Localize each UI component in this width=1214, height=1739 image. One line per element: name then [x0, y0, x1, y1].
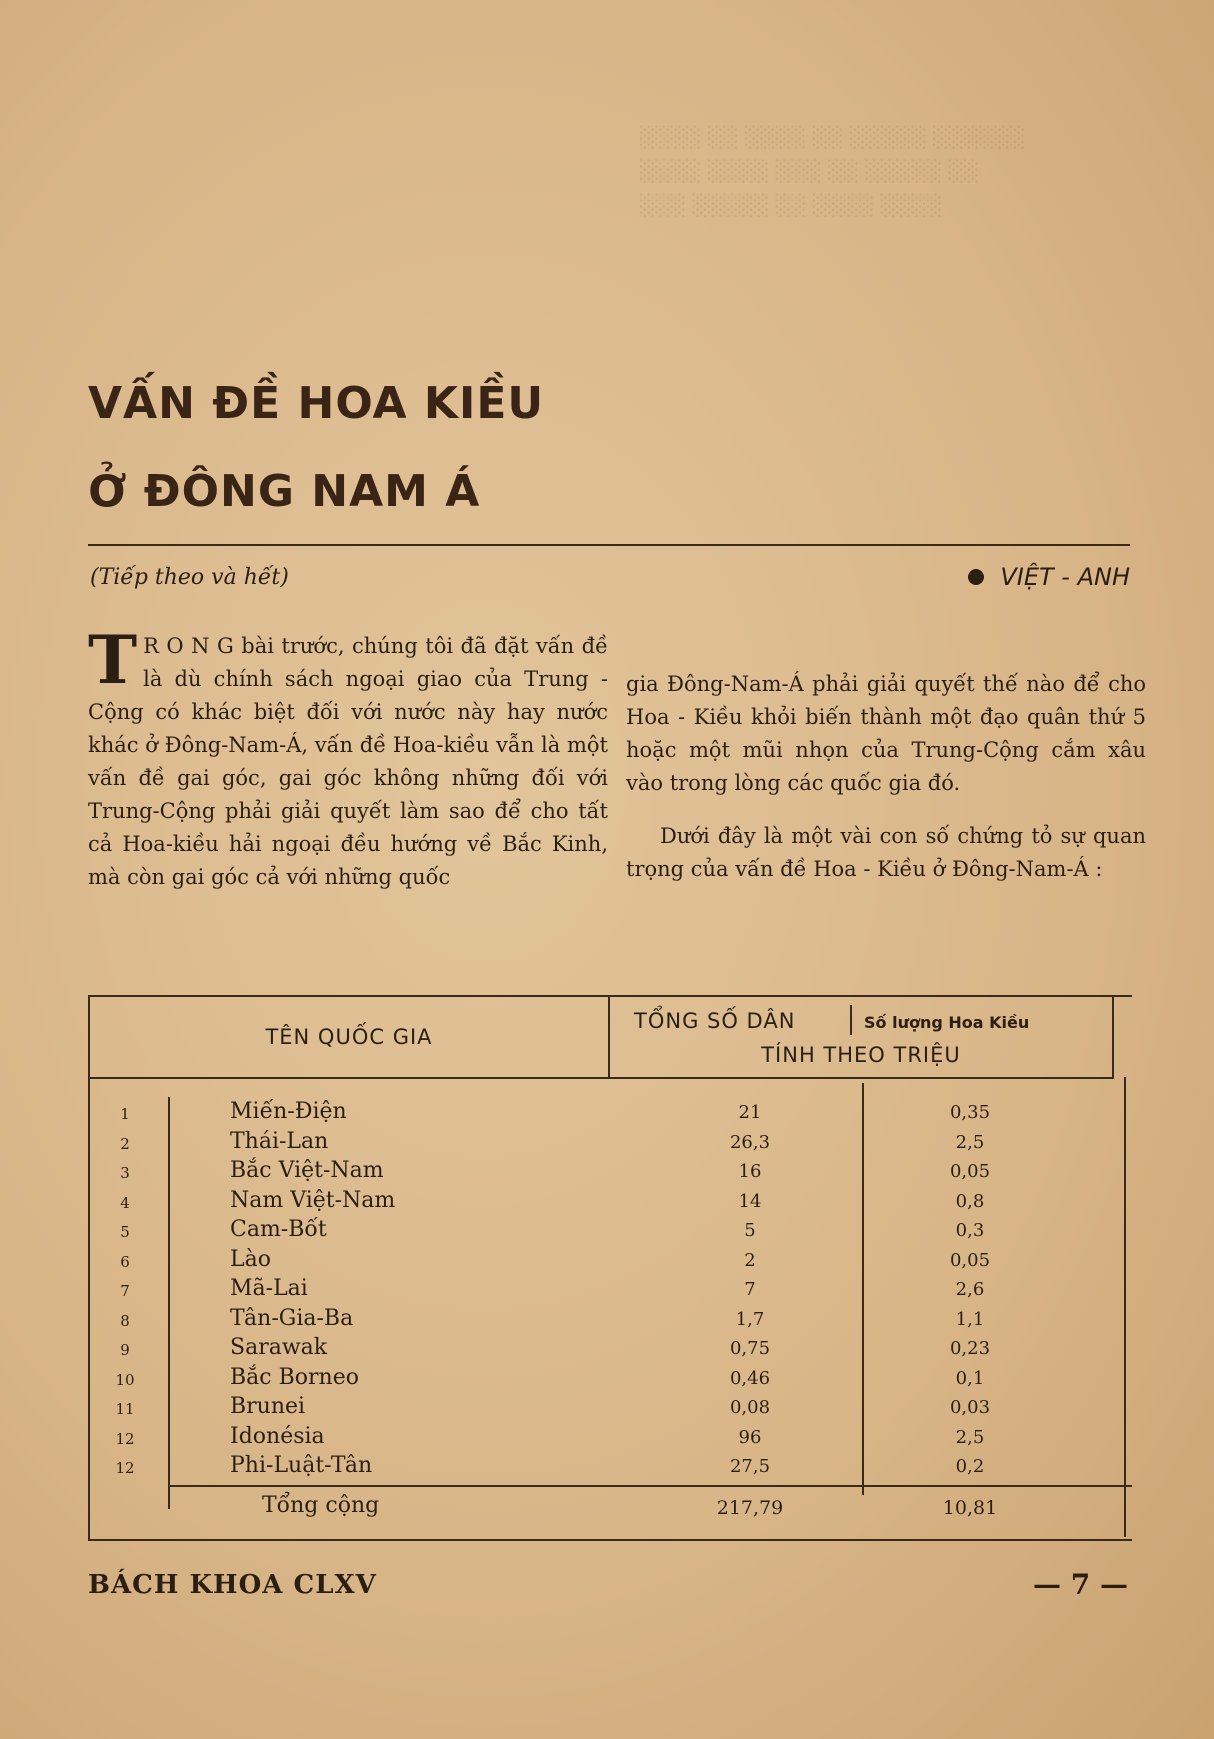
- bullet-icon: [968, 569, 984, 585]
- table-row: [90, 1247, 1132, 1277]
- overseas-chinese-value: 0,05: [949, 1249, 991, 1271]
- country-name: Nam Việt-Nam: [230, 1187, 396, 1213]
- paragraph-2: Dưới đây là một vài con số chứng tỏ sự quan trọng của vấn đề Hoa - Kiều ở Đông-Nam-Á :: [626, 824, 1146, 881]
- statistics-table: [88, 995, 1132, 1541]
- overseas-chinese-value: 0,23: [949, 1338, 991, 1359]
- row-number: 12: [115, 1459, 135, 1477]
- overseas-chinese-value: 2,6: [955, 1279, 985, 1300]
- table-row: [90, 1424, 1132, 1454]
- total-rule: [170, 1485, 1132, 1487]
- population-value: 0,08: [729, 1397, 771, 1418]
- country-name: Lào: [230, 1246, 271, 1272]
- table-body: [90, 1099, 1132, 1483]
- overseas-chinese-value: 1,1: [955, 1308, 985, 1330]
- country-name: Brunei: [230, 1394, 306, 1419]
- header-population: TỔNG SỐ DÂN: [634, 1009, 796, 1033]
- row-number: 3: [120, 1164, 130, 1182]
- population-value: 96: [738, 1426, 762, 1448]
- table-row: [90, 1453, 1132, 1483]
- paragraph-1-left: R O N G bài trước, chúng tôi đã đặt vấn đề là dù chính sách ngoại giao của Trung - Cộng có khác biệt đối với nước này hay nước khác ở Đông-Nam-Á, vấn đề Hoa-kiều vẫn là một vấn đề gai góc, gai góc không những đối với Trung-Cộng phải giải quyết làm sao để cho tất cả Hoa-kiều hải ngoại đều hướng về Bắc Kinh, mà còn gai góc cả với những quốc: [88, 634, 608, 889]
- drop-cap: T: [88, 621, 138, 699]
- country-name: Cam-Bốt: [230, 1217, 327, 1242]
- country-name: Idonésia: [230, 1423, 325, 1449]
- author-byline: [968, 563, 1130, 591]
- population-value: 5: [744, 1220, 756, 1241]
- overseas-chinese-value: 0,8: [955, 1190, 985, 1212]
- article-title: [88, 360, 544, 536]
- row-number: 12: [115, 1429, 135, 1448]
- population-value: 7: [744, 1279, 756, 1300]
- population-value: 14: [738, 1190, 762, 1212]
- magazine-name: BÁCH KHOA CLXV: [88, 1570, 377, 1600]
- row-number: 10: [115, 1370, 135, 1389]
- population-value: 1,7: [735, 1308, 765, 1330]
- total-population: 217,79: [716, 1497, 784, 1519]
- row-number: 1: [120, 1105, 130, 1123]
- country-name: Phi-Luật-Tân: [230, 1453, 373, 1478]
- bleed-through-text: ░░░░ ░░ ░░░░ ░░ ░░░░░ ░░░░░░ ░░░░ ░░░░ ░░░ ░░ ░░░░░ ░░ ░░░ ░░░░░ ░░ ░░░░ ░░░░: [640, 125, 1026, 217]
- country-name: Bắc Việt-Nam: [230, 1158, 384, 1183]
- paragraph-1-right: gia Đông-Nam-Á phải giải quyết thế nào để cho Hoa - Kiều khỏi biến thành một đạo quân thứ 5 hoặc một mũi nhọn của Trung-Cộng cắm xâu vào trong lòng các quốc gia đó.: [626, 672, 1146, 795]
- header-unit: TÍNH THEO TRIỆU: [761, 1043, 961, 1067]
- header-country: TÊN QUỐC GIA: [90, 997, 610, 1079]
- title-line-1: VẤN ĐỀ HOA KIỀU: [88, 378, 545, 429]
- header-overseas-chinese: Số lượng Hoa Kiều: [864, 1013, 1030, 1032]
- country-name: Thái-Lan: [230, 1128, 329, 1154]
- header-figures: [610, 997, 1114, 1079]
- population-value: 0,46: [729, 1367, 771, 1389]
- overseas-chinese-value: 2,5: [955, 1426, 985, 1448]
- country-name: Mã-Lai: [230, 1276, 308, 1301]
- country-name: Sarawak: [230, 1335, 328, 1360]
- total-label: Tổng cộng: [262, 1493, 380, 1518]
- row-number: 5: [120, 1223, 130, 1241]
- table-row: [90, 1217, 1132, 1247]
- row-number: 8: [120, 1311, 130, 1330]
- row-number: 7: [120, 1282, 130, 1300]
- column-left: [88, 621, 608, 894]
- author-name: VIỆT - ANH: [1000, 563, 1130, 591]
- country-name: Bắc Borneo: [230, 1364, 359, 1390]
- overseas-chinese-value: 2,5: [955, 1131, 985, 1153]
- row-number: 9: [120, 1341, 130, 1359]
- page-number: — 7 —: [1033, 1568, 1128, 1601]
- subtitle: (Tiếp theo và hết): [90, 565, 289, 590]
- total-overseas-chinese: 10,81: [942, 1497, 998, 1519]
- table-row: [90, 1365, 1132, 1395]
- overseas-chinese-value: 0,2: [955, 1456, 985, 1477]
- row-number: 6: [120, 1252, 130, 1271]
- header-rule: [88, 544, 1130, 546]
- overseas-chinese-value: 0,3: [955, 1220, 985, 1241]
- population-value: 27,5: [729, 1456, 771, 1477]
- table-row: [90, 1276, 1132, 1306]
- table-row: [90, 1158, 1132, 1188]
- row-number: 4: [120, 1193, 130, 1212]
- table-row: [90, 1306, 1132, 1336]
- overseas-chinese-value: 0,35: [949, 1102, 991, 1123]
- table-row: [90, 1335, 1132, 1365]
- table-row: [90, 1188, 1132, 1218]
- overseas-chinese-value: 0,1: [955, 1367, 985, 1389]
- population-value: 21: [738, 1102, 762, 1123]
- population-value: 26,3: [729, 1131, 771, 1153]
- table-row: [90, 1099, 1132, 1129]
- country-name: Miến-Điện: [230, 1099, 347, 1124]
- population-value: 2: [744, 1249, 756, 1271]
- title-line-2: Ở ĐÔNG NAM Á: [88, 466, 481, 517]
- row-number: 11: [115, 1400, 135, 1418]
- row-number: 2: [120, 1134, 130, 1153]
- header-separator: [850, 1005, 852, 1035]
- overseas-chinese-value: 0,05: [949, 1161, 991, 1182]
- column-right: [626, 668, 1146, 886]
- table-row: [90, 1394, 1132, 1424]
- table-row: [90, 1129, 1132, 1159]
- population-value: 0,75: [729, 1338, 771, 1359]
- population-value: 16: [738, 1161, 762, 1182]
- country-name: Tân-Gia-Ba: [230, 1305, 354, 1331]
- overseas-chinese-value: 0,03: [949, 1397, 991, 1418]
